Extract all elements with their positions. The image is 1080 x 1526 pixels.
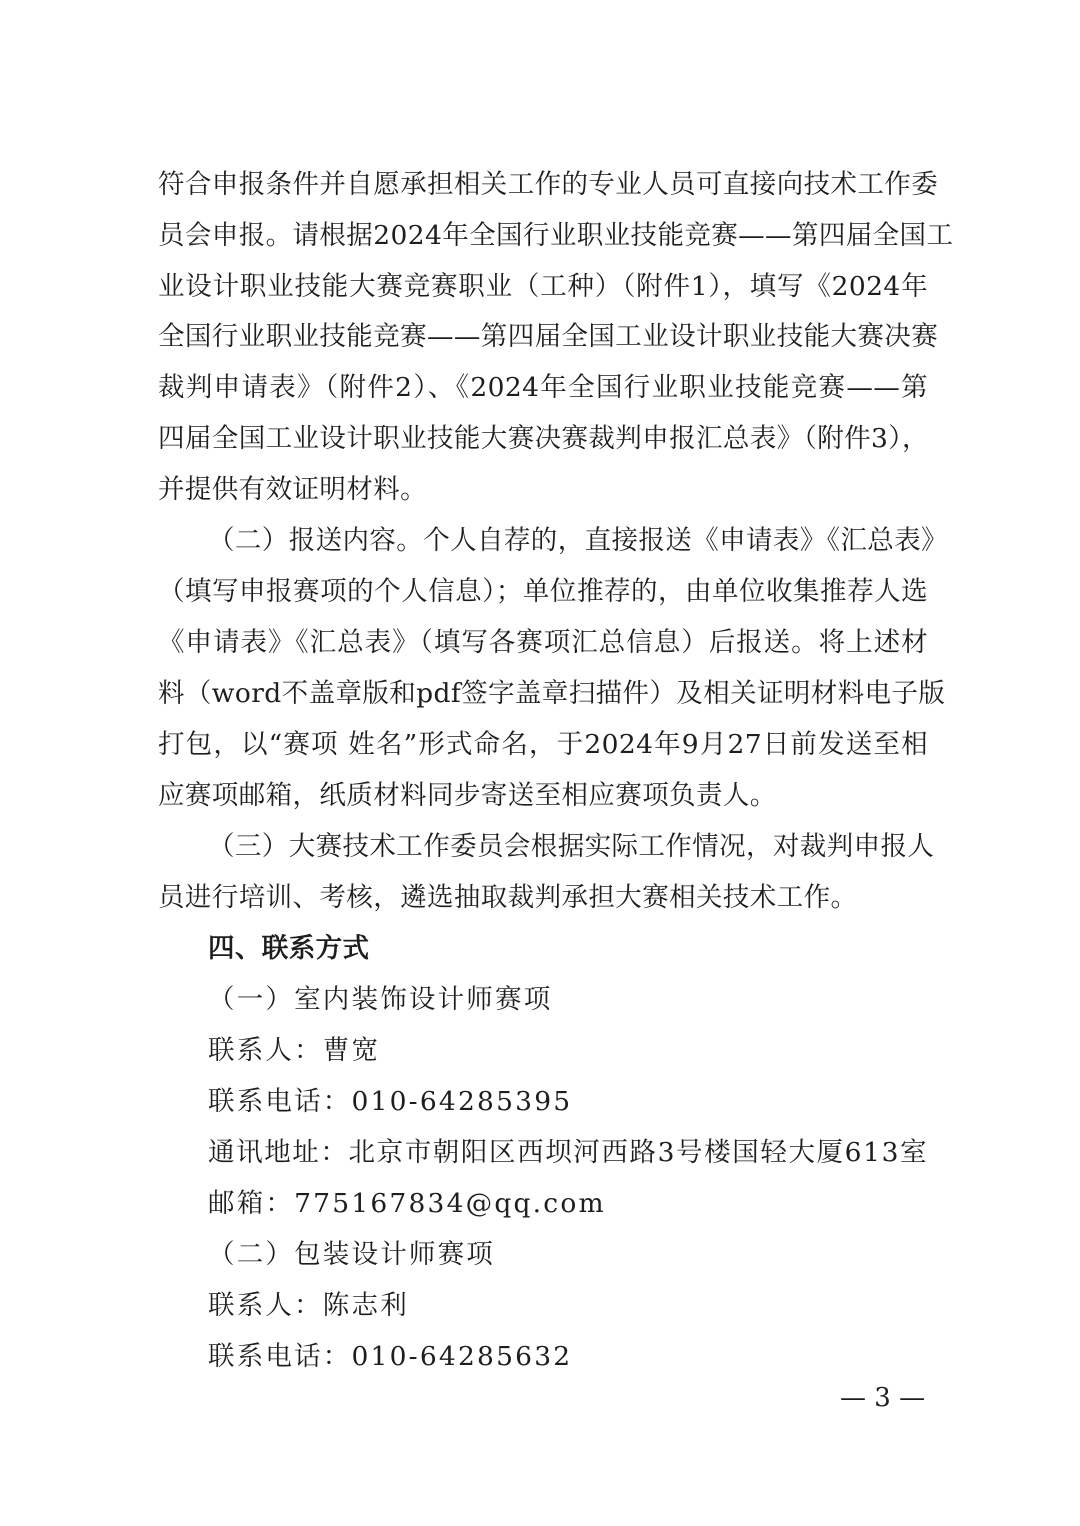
contact-person: 联系人：曹宽: [208, 1035, 381, 1066]
paragraph-line: 应赛项邮箱，纸质材料同步寄送至相应赛项负责人。: [158, 780, 777, 811]
paragraph-line: 员会申报。请根据2024年全国行业职业技能竞赛——第四届全国工: [158, 220, 954, 251]
contact-title-packaging-design: （二）包装设计师赛项: [208, 1239, 495, 1270]
paragraph-line: 打包，以“赛项 姓名”形式命名，于2024年9月27日前发送至相: [158, 729, 928, 760]
paragraph-line: （填写申报赛项的个人信息）；单位推荐的，由单位收集推荐人选: [158, 576, 928, 607]
paragraph-line: 全国行业职业技能竞赛——第四届全国工业设计职业技能大赛决赛: [158, 321, 939, 352]
contact-phone: 联系电话：010-64285395: [208, 1086, 573, 1117]
paragraph-line: 业设计职业技能大赛竞赛职业（工种）（附件1），填写《2024年: [158, 271, 928, 302]
contact-person: 联系人：陈志利: [208, 1290, 409, 1321]
paragraph-line: 《申请表》《汇总表》（填写各赛项汇总信息）后报送。将上述材: [158, 627, 928, 658]
contact-phone: 联系电话：010-64285632: [208, 1341, 573, 1372]
paragraph-line: 员进行培训、考核，遴选抽取裁判承担大赛相关技术工作。: [158, 882, 858, 913]
paragraph-line: 裁判申请表》（附件2）、《2024年全国行业职业技能竞赛——第: [158, 372, 928, 403]
paragraph-line: 并提供有效证明材料。: [158, 474, 427, 505]
contact-title-interior-design: （一）室内装饰设计师赛项: [208, 984, 553, 1015]
paragraph-line: （三）大赛技术工作委员会根据实际工作情况，对裁判申报人: [208, 831, 935, 862]
paragraph-line: 料（word不盖章版和pdf签字盖章扫描件）及相关证明材料电子版: [158, 678, 946, 709]
paragraph-line: （二）报送内容。个人自荐的，直接报送《申请表》《汇总表》: [208, 525, 948, 556]
page-number: — 3 —: [840, 1383, 926, 1413]
paragraph-line: 四届全国工业设计职业技能大赛决赛裁判申报汇总表》（附件3），: [158, 423, 929, 454]
paragraph-line: 符合申报条件并自愿承担相关工作的专业人员可直接向技术工作委: [158, 169, 939, 200]
section-heading: 四、联系方式: [208, 933, 370, 964]
contact-email: 邮箱：775167834@qq.com: [208, 1188, 606, 1219]
contact-address: 通讯地址：北京市朝阳区西坝河西路3号楼国轻大厦613室: [208, 1137, 929, 1168]
